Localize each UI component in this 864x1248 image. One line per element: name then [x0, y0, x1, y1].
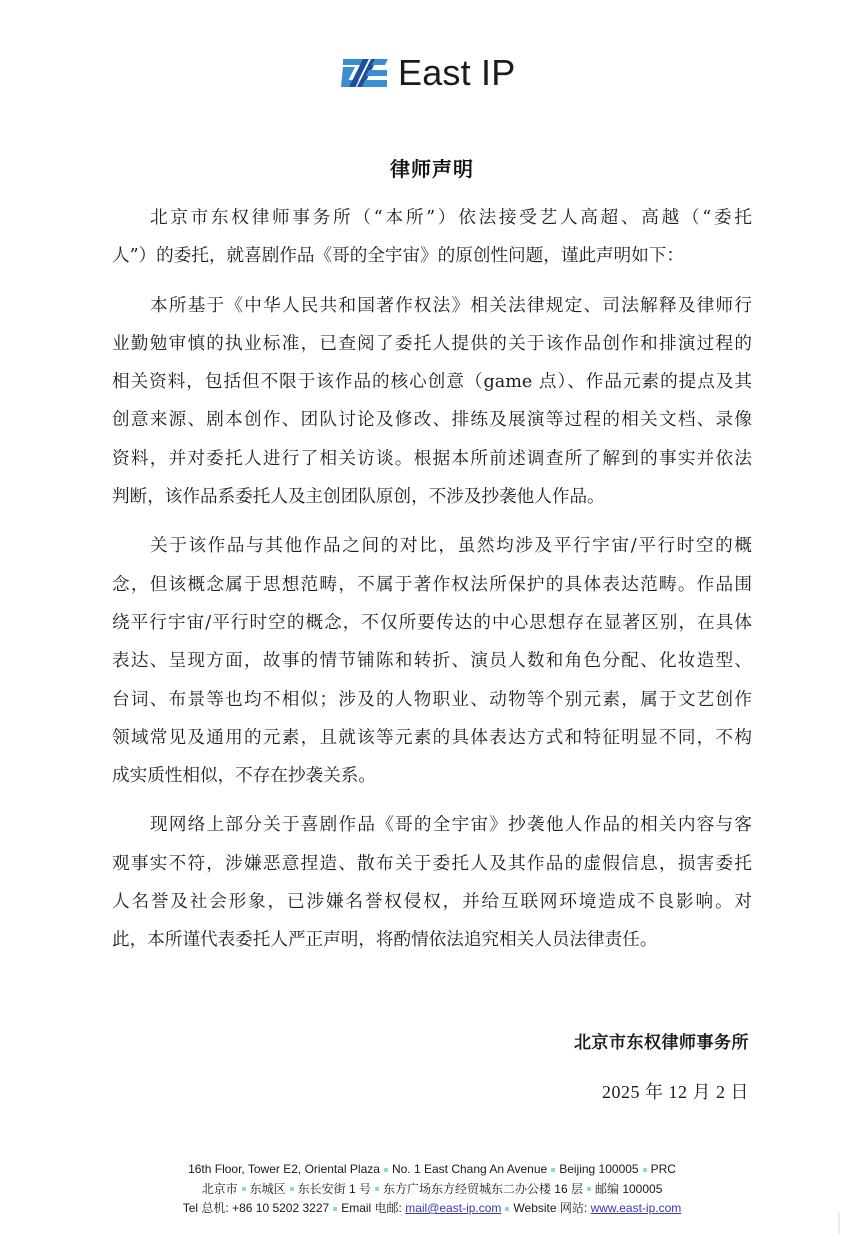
separator-dot: [375, 1187, 379, 1191]
separator-dot: [290, 1187, 294, 1191]
east-ip-logo-icon: [341, 56, 389, 90]
text-line: 领域常见及通用的元素，且就该等元素的具体表达方式和特征明显不同，不构: [112, 727, 752, 748]
text-line: 念，但该概念属于思想范畴，不属于著作权法所保护的具体表达范畴。作品围: [112, 574, 752, 595]
footer-text: PRC: [650, 1162, 676, 1176]
text-line: 相关资料，包括但不限于该作品的核心创意（game 点）、作品元素的提点及其: [112, 372, 752, 393]
footer-text: 东长安街 1 号: [297, 1181, 371, 1196]
text-line: 表达、呈现方面，故事的情节铺陈和转折、演员人数和角色分配、化妆造型、: [112, 651, 752, 672]
text-line: 本所基于《中华人民共和国著作权法》相关法律规定、司法解释及律师行: [150, 295, 752, 316]
text-line: 绕平行宇宙/平行时空的概念，不仅所要传达的中心思想存在显著区别，在具体: [112, 612, 752, 633]
footer-email-label: Email 电邮:: [341, 1201, 406, 1215]
footer-tel: Tel 总机: +86 10 5202 3227: [182, 1201, 330, 1215]
text-line: 判断，该作品系委托人及主创团队原创，不涉及抄袭他人作品。: [112, 487, 605, 508]
separator-dot: [587, 1187, 591, 1191]
paragraph-investigation: [112, 287, 752, 517]
separator-dot: [551, 1168, 555, 1172]
footer-text: 北京市: [201, 1181, 238, 1196]
paragraph-comparison: [112, 527, 752, 795]
text-line: 观事实不符，涉嫌恶意捏造、散布关于委托人及其作品的虚假信息，损害委托: [112, 853, 752, 874]
footer-address-en: [0, 1160, 864, 1180]
separator-dot: [505, 1207, 509, 1211]
separator-dot: [384, 1168, 388, 1172]
document-body: [112, 199, 752, 971]
footer-text: Beijing 100005: [559, 1162, 639, 1176]
footer-text: 邮编 100005: [595, 1181, 663, 1196]
text-line: 成实质性相似，不存在抄袭关系。: [112, 766, 376, 787]
text-line: 人名誉及社会形象，已涉嫌名誉权侵权，并给互联网环境造成不良影响。对: [112, 892, 752, 913]
signature-organization: 北京市东权律师事务所: [574, 1033, 749, 1053]
company-logo: [341, 52, 515, 94]
footer-website-label: Website 网站:: [513, 1201, 591, 1215]
text-line: 人”）的委托，就喜剧作品《哥的全宇宙》的原创性问题，谨此声明如下：: [112, 246, 684, 267]
text-line: 资料，并对委托人进行了相关访谈。根据本所前述调查所了解到的事实并依法: [112, 448, 752, 469]
footer-text: 16th Floor, Tower E2, Oriental Plaza: [188, 1162, 380, 1176]
separator-dot: [333, 1207, 337, 1211]
text-line: 北京市东权律师事务所（“本所”）依法接受艺人高超、高越（“委托: [150, 208, 752, 228]
text-line: 现网络上部分关于喜剧作品《哥的全宇宙》抄袭他人作品的相关内容与客: [150, 815, 752, 836]
text-line: 创意来源、剧本创作、团队讨论及修改、排练及展演等过程的相关文档、录像: [112, 410, 752, 431]
signature-date: 2025 年 12 月 2 日: [602, 1082, 749, 1102]
paragraph-intro: [112, 199, 752, 276]
text-line: 台词、布景等也均不相似；涉及的人物职业、动物等个别元素，属于文艺创作: [112, 689, 752, 710]
text-line: 关于该作品与其他作品之间的对比，虽然均涉及平行宇宙/平行时空的概: [150, 536, 752, 557]
separator-dot: [242, 1187, 246, 1191]
footer-text: 东城区: [249, 1181, 286, 1196]
email-link[interactable]: mail@east-ip.com: [405, 1201, 502, 1215]
logo-text: East IP: [398, 52, 516, 93]
text-line: 业勤勉审慎的执业标准，已查阅了委托人提供的关于该作品创作和排演过程的: [112, 333, 752, 354]
website-link[interactable]: www.east-ip.com: [590, 1201, 682, 1215]
paragraph-statement: [112, 806, 752, 959]
watermark-mark: [838, 1212, 840, 1234]
document-title: 律师声明: [390, 157, 474, 181]
footer-text: No. 1 East Chang An Avenue: [391, 1162, 548, 1176]
separator-dot: [643, 1168, 647, 1172]
footer-address-cn: [0, 1180, 864, 1200]
text-line: 此，本所谨代表委托人严正声明，将酌情依法追究相关人员法律责任。: [112, 930, 658, 951]
watermark: [684, 1202, 854, 1242]
footer-text: 东方广场东方经贸城东二办公楼 16 层: [382, 1181, 583, 1196]
